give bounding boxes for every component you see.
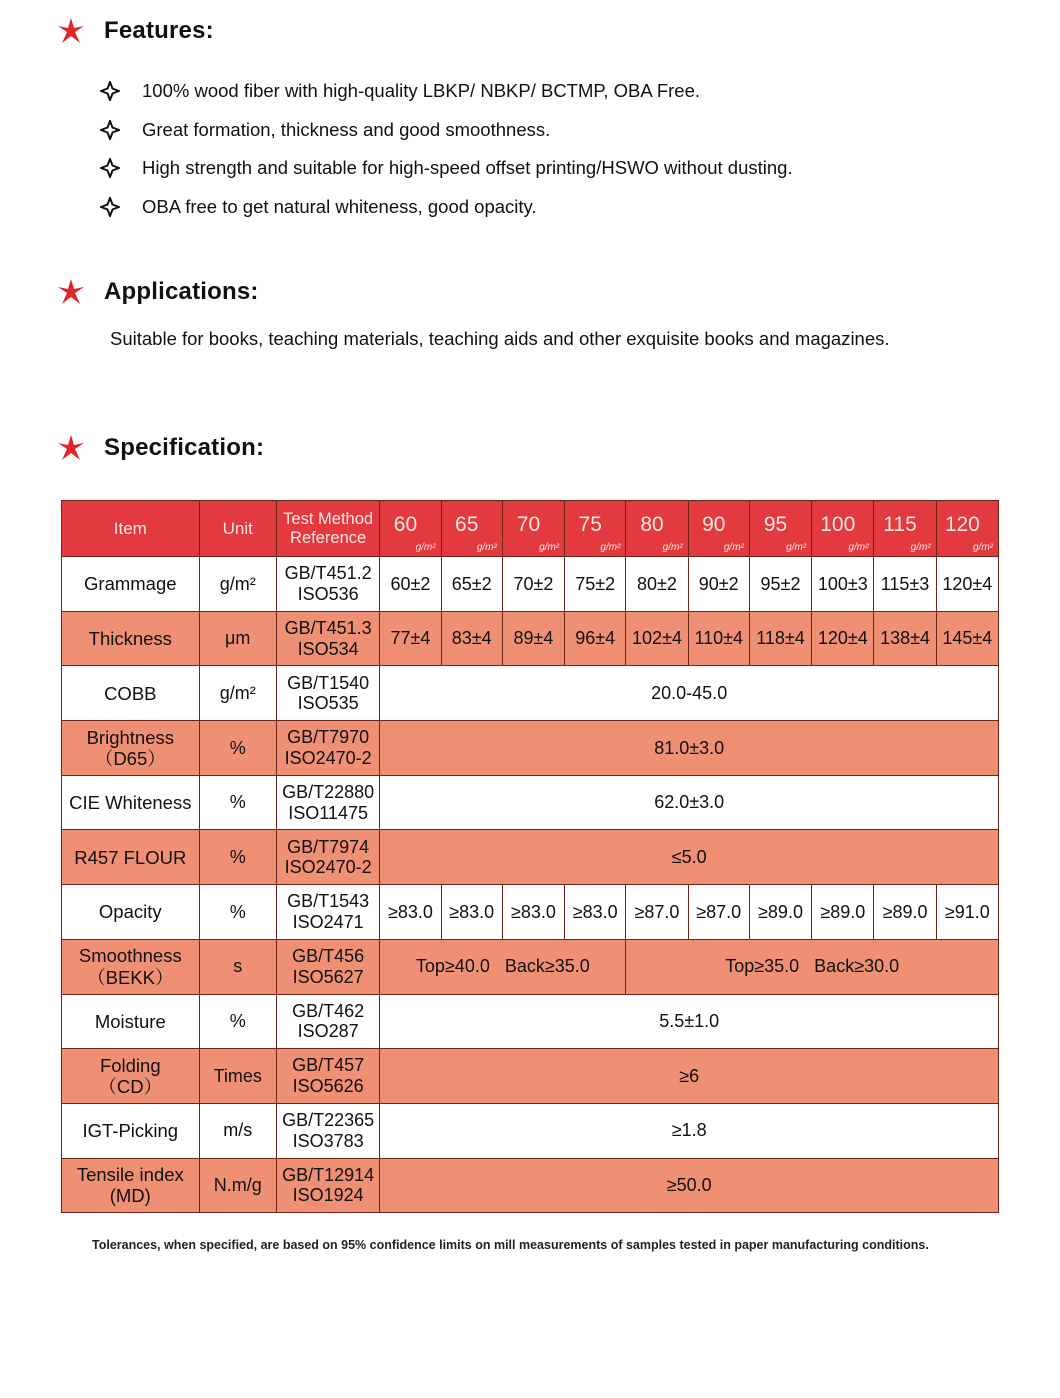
specification-table [61,500,999,1213]
ref-line: GB/T456 [292,945,365,966]
row-value: ≥89.0 [874,885,936,940]
table-row [62,994,999,1049]
ref-line: ISO3783 [292,1130,364,1151]
feature-list [100,72,793,226]
row-value: 120±4 [936,557,998,612]
ref-line: ISO536 [297,583,359,604]
row-value: 120±4 [812,611,874,666]
ref-line: ISO287 [297,1021,359,1042]
row-ref [276,775,379,830]
row-value: ≥1.8 [380,1103,999,1158]
header-method-line2: Reference [290,528,367,547]
row-value: ≥83.0 [502,885,564,940]
row-item: COBB [62,666,200,721]
row-item: IGT-Picking [62,1103,200,1158]
header-grammage [380,501,441,557]
ref-line: ISO534 [297,638,359,659]
grammage-value: 115 [883,513,917,537]
row-value: 5.5±1.0 [380,994,999,1049]
item-line: （BEKK） [87,966,174,988]
row-item: Thickness [62,611,200,666]
feature-item [100,149,793,188]
row-value: 20.0-45.0 [380,666,999,721]
row-value: 95±2 [749,557,811,612]
table-row [62,1103,999,1158]
feature-text: 100% wood fiber with high-quality LBKP/ NBKP/ BCTMP, OBA Free. [142,80,700,102]
row-ref [276,1103,379,1158]
row-value: ≥6 [380,1049,999,1104]
row-ref [276,1049,379,1104]
grammage-unit: g/m² [910,541,931,553]
header-grammage [626,501,688,557]
header-grammage [812,501,874,557]
table-row [62,775,999,830]
table-row [62,830,999,885]
red-star-icon [56,277,86,307]
table-row [62,1158,999,1213]
grammage-unit: g/m² [600,541,621,553]
row-value: 60±2 [380,557,441,612]
table-row [62,557,999,612]
grammage-unit: g/m² [786,541,807,553]
row-value: ≥87.0 [626,885,688,940]
grammage-unit: g/m² [539,541,560,553]
ref-line: ISO1924 [292,1185,364,1206]
ref-line: GB/T1540 [287,672,370,693]
row-value: ≥89.0 [812,885,874,940]
row-unit: % [199,885,276,940]
row-item: Grammage [62,557,200,612]
applications-header [56,277,259,307]
row-ref [276,721,379,776]
feature-text: High strength and suitable for high-speed offset printing/HSWO without dusting. [142,157,793,179]
diamond-bullet-icon [100,120,120,140]
row-item [62,1158,200,1213]
feature-item [100,72,793,111]
row-ref [276,994,379,1049]
red-star-icon [56,433,86,463]
row-value: ≥83.0 [565,885,626,940]
row-value: 80±2 [626,557,688,612]
row-item: CIE Whiteness [62,775,200,830]
ref-line: ISO11475 [288,802,368,823]
row-item: Moisture [62,994,200,1049]
row-value: 100±3 [812,557,874,612]
row-unit: g/m² [199,666,276,721]
table-row [62,885,999,940]
row-ref [276,939,379,994]
item-line: Brightness [86,726,174,748]
grammage-unit: g/m² [476,541,497,553]
ref-line: GB/T22880 [282,781,375,802]
applications-heading: Applications: [104,278,259,305]
ref-line: GB/T1543 [287,891,370,912]
features-header [56,16,214,46]
item-line: （D65） [94,747,166,769]
row-unit: m/s [199,1103,276,1158]
grammage-value: 95 [763,513,788,537]
ref-line: ISO2470-2 [284,857,372,878]
row-item: R457 FLOUR [62,830,200,885]
header-method [276,501,379,557]
row-unit: g/m² [199,557,276,612]
row-value: 65±2 [441,557,502,612]
row-value: ≥87.0 [688,885,749,940]
row-value: 89±4 [502,611,564,666]
item-line: Tensile index [76,1164,184,1186]
grammage-value: 90 [702,513,726,537]
ref-line: ISO2471 [292,911,364,932]
row-item [62,939,200,994]
row-ref [276,557,379,612]
grammage-value: 120 [944,513,980,537]
ref-line: GB/T462 [292,1000,365,1021]
specification-heading: Specification: [104,434,265,461]
diamond-bullet-icon [100,158,120,178]
ref-line: GB/T12914 [282,1164,375,1185]
header-unit: Unit [199,501,276,557]
ref-line: GB/T451.2 [284,563,372,584]
grammage-unit: g/m² [723,541,744,553]
item-line: （CD） [98,1076,163,1098]
red-star-icon [56,16,86,46]
row-value: ≥50.0 [380,1158,999,1213]
diamond-bullet-icon [100,197,120,217]
specification-header [56,433,264,463]
grammage-value: 80 [640,513,664,537]
header-method-line1: Test Method [283,509,374,528]
grammage-unit: g/m² [848,541,869,553]
ref-line: GB/T7970 [287,727,370,748]
ref-line: GB/T457 [292,1055,365,1076]
row-ref [276,830,379,885]
applications-text: Suitable for books, teaching materials, teaching aids and other exquisite books and magazines. [110,328,890,349]
item-line: Smoothness [78,945,182,967]
grammage-unit: g/m² [662,541,683,553]
row-unit: Times [199,1049,276,1104]
row-ref [276,666,379,721]
row-value: 62.0±3.0 [380,775,999,830]
row-unit: % [199,994,276,1049]
grammage-unit: g/m² [973,541,993,553]
feature-item [100,188,793,227]
row-value: 102±4 [626,611,688,666]
footnote: Tolerances, when specified, are based on 95% confidence limits on mill measurements of samples tested in paper manufacturing conditions. [92,1238,929,1252]
ref-line: GB/T22365 [282,1110,375,1131]
row-value: ≥83.0 [441,885,502,940]
grammage-value: 60 [393,513,418,537]
row-unit: % [199,721,276,776]
row-item [62,1049,200,1104]
feature-item [100,111,793,150]
row-value: ≥89.0 [749,885,811,940]
row-unit: % [199,830,276,885]
row-value: 90±2 [688,557,749,612]
row-item [62,721,200,776]
item-line: (MD) [109,1185,151,1207]
row-ref [276,885,379,940]
table-header-row [62,501,999,557]
row-value: Top≥35.0 Back≥30.0 [626,939,999,994]
header-grammage [441,501,502,557]
grammage-value: 75 [578,513,602,537]
feature-text: OBA free to get natural whiteness, good opacity. [142,195,537,217]
feature-text: Great formation, thickness and good smoothness. [142,118,551,140]
ref-line: ISO5627 [292,966,364,987]
row-unit: μm [199,611,276,666]
ref-line: GB/T7974 [287,836,370,857]
header-grammage [874,501,936,557]
row-value: 83±4 [441,611,502,666]
row-value: 138±4 [874,611,936,666]
row-value: 70±2 [502,557,564,612]
header-grammage [502,501,564,557]
row-value: Top≥40.0 Back≥35.0 [380,939,626,994]
header-grammage [688,501,749,557]
row-value: 115±3 [874,557,936,612]
row-value: 145±4 [936,611,998,666]
grammage-unit: g/m² [415,541,436,553]
row-ref [276,611,379,666]
row-unit: % [199,775,276,830]
row-item: Opacity [62,885,200,940]
ref-line: ISO2470-2 [284,747,372,768]
table-row [62,611,999,666]
header-item: Item [62,501,200,557]
row-value: ≥83.0 [380,885,441,940]
ref-line: ISO535 [297,693,359,714]
table-row [62,939,999,994]
item-line: Folding [99,1054,161,1076]
table-row [62,721,999,776]
row-unit: N.m/g [199,1158,276,1213]
header-grammage [936,501,998,557]
row-value: 81.0±3.0 [380,721,999,776]
row-value: ≥91.0 [936,885,998,940]
grammage-value: 100 [820,513,856,537]
row-value: ≤5.0 [380,830,999,885]
row-value: 110±4 [688,611,749,666]
table-row [62,666,999,721]
header-grammage [749,501,811,557]
header-grammage [565,501,626,557]
ref-line: ISO5626 [292,1076,364,1097]
row-ref [276,1158,379,1213]
row-unit: s [199,939,276,994]
row-value: 75±2 [565,557,626,612]
diamond-bullet-icon [100,81,120,101]
ref-line: GB/T451.3 [284,617,372,638]
features-heading: Features: [104,17,214,44]
table-row [62,1049,999,1104]
row-value: 118±4 [749,611,811,666]
grammage-value: 65 [455,513,479,537]
grammage-value: 70 [516,513,541,537]
row-value: 77±4 [380,611,441,666]
row-value: 96±4 [565,611,626,666]
